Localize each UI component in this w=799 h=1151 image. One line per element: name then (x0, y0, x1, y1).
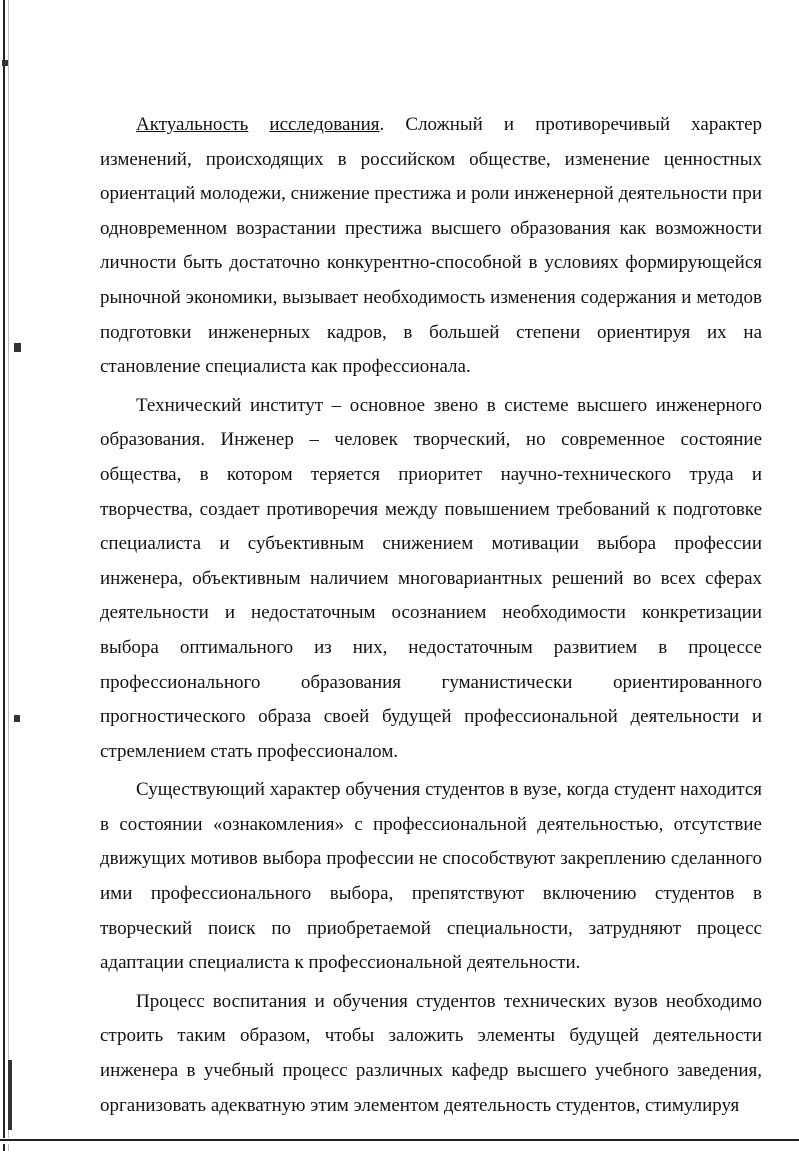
paragraph-2: Технический институт – основное звено в системе высшего инженерного образования. Инженер – человек творческий, но современное состояние общества, в котором теряется приоритет научно-технического труда и творчества, создает противоречия между повышением требований к подготовке специалиста и субъективным снижением мотивации выбора профессии инженера, объективным наличием многовариантных решений во всех сферах деятельности и недостаточным осознанием необходимости конкретизации выбора оптимального из них, недостаточным развитием в процессе профессионального образования гуманистически ориентированного прогностического образа своей будущей профессиональной деятельности и стремлением стать профессионалом. (100, 394, 762, 762)
heading-term-1: Актуальность (136, 114, 249, 135)
heading-term-2: исследования (269, 114, 380, 135)
scan-edge-artifact (0, 0, 34, 1151)
document-body (100, 108, 762, 1127)
scan-bottom-rule (0, 1138, 799, 1144)
paragraph-1-text: . Сложный и противоречивый характер изменений, происходящих в российском обществе, изменение ценностных ориентаций молодежи, снижение престижа и роли инженерной деятельности при одновременном возрастании престижа высшего образования как возможности личности быть достаточно конкурентно-способной в условиях формирующейся рыночной экономики, вызывает необходимость изменения содержания и методов подготовки инженерных кадров, в большей степени ориентируя их на становление специалиста как профессионала. (100, 114, 762, 378)
paragraph-1 (100, 108, 762, 385)
paragraph-3: Существующий характер обучения студентов в вузе, когда студент находится в состоянии «ознакомления» с профессиональной деятельностью, отсутствие движущих мотивов выбора профессии не способствуют закреплению сделанного ими профессионального выбора, препятствуют включению студентов в творческий поиск по приобретаемой специальности, затрудняют процесс адаптации специалиста к профессиональной деятельности. (100, 779, 762, 974)
paragraph-4: Процесс воспитания и обучения студентов технических вузов необходимо строить таким образом, чтобы заложить элементы будущей деятельности инженера в учебный процесс различных кафедр высшего учебного заведения, организовать адекватную этим элементом деятельность студентов, стимулируя (100, 990, 762, 1116)
